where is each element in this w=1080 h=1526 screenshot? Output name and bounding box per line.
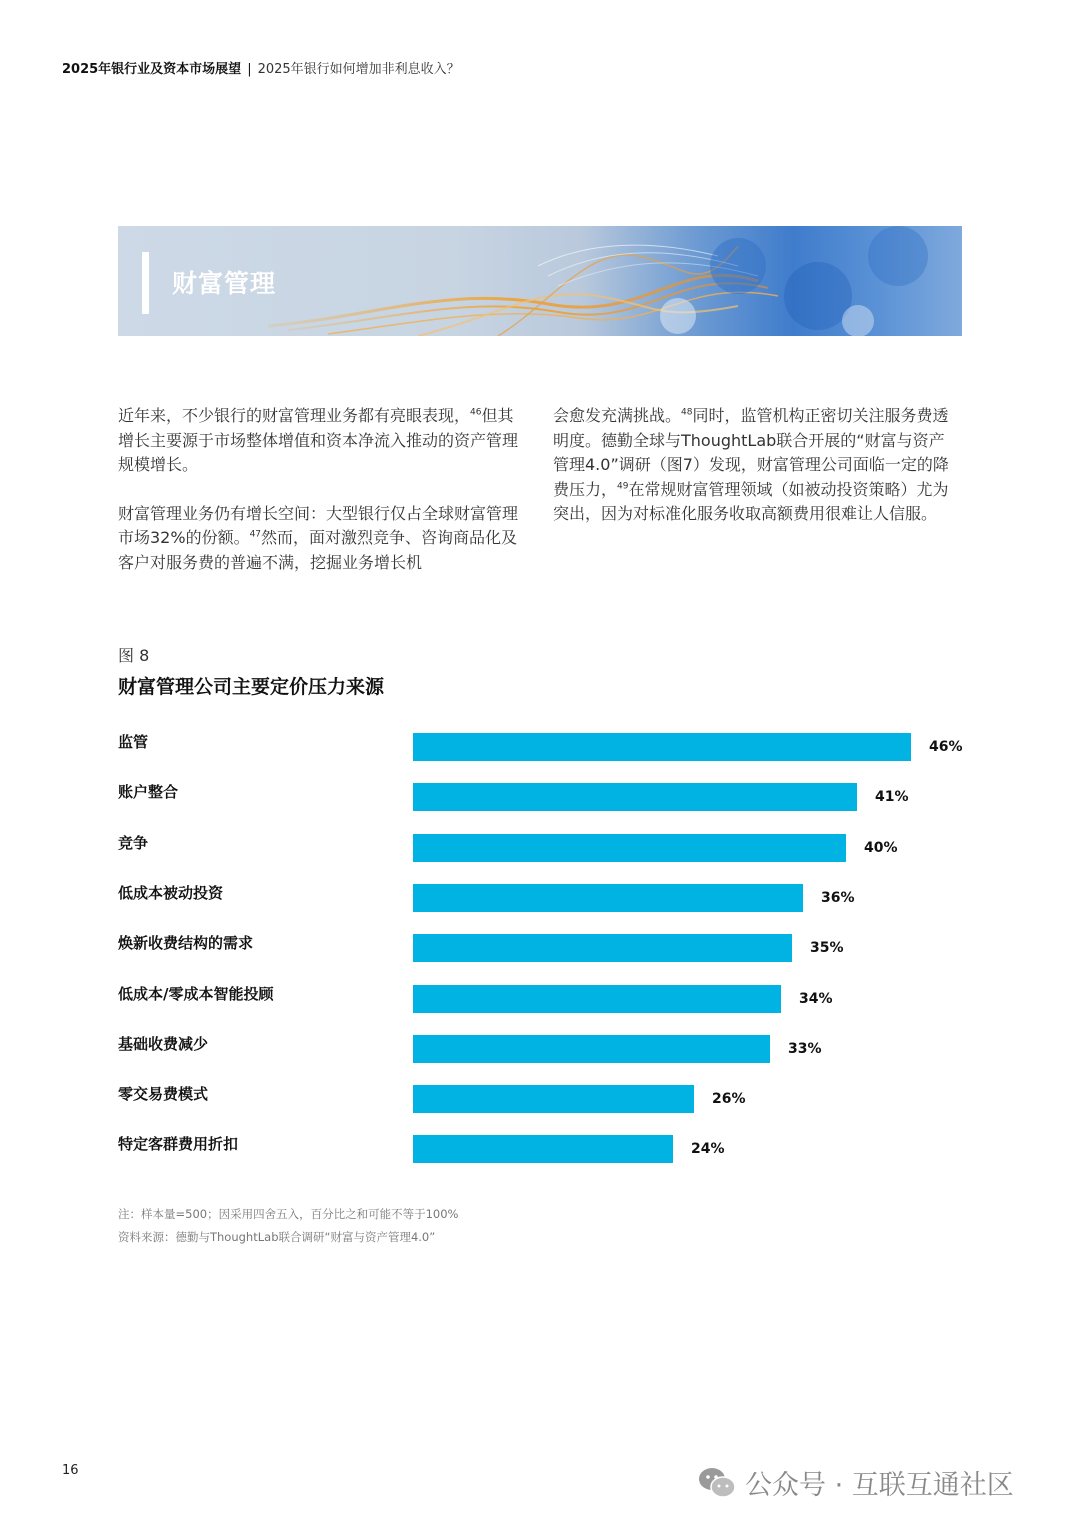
bar — [413, 1085, 694, 1113]
watermark-text: 公众号 · 互联互通社区 — [745, 1470, 1014, 1501]
bar-category-label: 零交易费模式 — [118, 1085, 209, 1103]
paragraph — [553, 404, 953, 527]
bar — [413, 834, 846, 862]
figure-notes — [118, 1203, 458, 1249]
bar — [413, 1035, 770, 1063]
paragraph-text: 会愈发充满挑战。 — [553, 406, 682, 425]
figure-title: 财富管理公司主要定价压力来源 — [118, 676, 385, 698]
bar-row — [0, 1085, 1080, 1115]
bar-category-label: 监管 — [118, 733, 149, 751]
bar-value-label: 26% — [712, 1091, 746, 1107]
bar-row — [0, 985, 1080, 1015]
bar-row — [0, 733, 1080, 763]
bar — [413, 985, 781, 1013]
footnote-ref: 46 — [470, 407, 482, 418]
bar — [413, 934, 792, 962]
bar-category-label: 竞争 — [118, 834, 149, 852]
bar-category-label: 低成本被动投资 — [118, 884, 224, 902]
paragraph — [118, 404, 518, 478]
bar-value-label: 35% — [810, 940, 844, 956]
bar-value-label: 24% — [691, 1141, 725, 1157]
paragraph — [118, 502, 518, 576]
bar-category-label: 账户整合 — [118, 783, 179, 801]
note-text: 注：样本量=500；因采用四舍五入，百分比之和可能不等于100% — [118, 1207, 459, 1221]
figure-label: 图 8 — [118, 646, 150, 665]
bar-category-label: 低成本/零成本智能投顾 — [118, 985, 274, 1003]
watermark — [697, 1463, 1014, 1502]
paragraph-text: 但其增长主要源于市场整体增值和资本净流入推动的资产管理规模增长。 — [118, 406, 519, 474]
bar-row — [0, 884, 1080, 914]
bar-category-label: 焕新收费结构的需求 — [118, 934, 254, 952]
footnote-ref: 47 — [249, 529, 262, 540]
section-title: 2025年银行如何增加非利息收入？ — [257, 62, 460, 77]
paragraph-text: 财富管理业务仍有增长空间：大型银行仅占全球财富管理市场32%的份额。 — [118, 503, 519, 547]
paragraph-text: 近年来，不少银行的财富管理业务都有亮眼表现， — [118, 406, 471, 425]
source-text: 资料来源：德勤与ThoughtLab联合调研“财富与资产管理4.0” — [118, 1230, 436, 1244]
running-header — [62, 58, 460, 77]
report-title: 2025年银行业及资本市场展望 — [62, 62, 242, 77]
footnote-ref: 48 — [681, 407, 693, 418]
footnote-ref: 49 — [617, 481, 629, 492]
bar-category-label: 基础收费减少 — [118, 1035, 209, 1053]
bar — [413, 1135, 673, 1163]
paragraph-text: 在常规财富管理领域（如被动投资策略）尤为突出，因为对标准化服务收取高额费用很难让人信服。 — [553, 479, 949, 523]
body-column-right — [553, 404, 953, 551]
bar-value-label: 40% — [864, 840, 898, 856]
bar-row — [0, 1135, 1080, 1165]
bar — [413, 884, 803, 912]
page-number: 16 — [62, 1463, 79, 1478]
header-separator: | — [247, 62, 252, 77]
bar-row — [0, 834, 1080, 864]
paragraph-text: 同时，监管机构正密切关注服务费透明度。德勤全球与ThoughtLab联合开展的“财富与资产管理4.0”调研（图7）发现，财富管理公司面临一定的降费压力， — [553, 406, 949, 499]
bar — [413, 783, 857, 811]
section-banner — [118, 226, 962, 336]
bar-row — [0, 783, 1080, 813]
bar-value-label: 41% — [875, 789, 909, 805]
body-column-left — [118, 404, 518, 599]
wechat-icon — [697, 1465, 737, 1501]
banner-title: 财富管理 — [172, 269, 277, 298]
bar — [413, 733, 911, 761]
bar-value-label: 33% — [788, 1041, 822, 1057]
bar-value-label: 34% — [799, 991, 833, 1007]
bar-value-label: 36% — [821, 890, 855, 906]
bar-value-label: 46% — [929, 739, 963, 755]
bar-row — [0, 934, 1080, 964]
bar-category-label: 特定客群费用折扣 — [118, 1135, 239, 1153]
paragraph-text: 然而，面对激烈竞争、咨询商品化及客户对服务费的普遍不满，挖掘业务增长机 — [118, 528, 518, 572]
banner-accent-bar — [142, 252, 149, 314]
bar-row — [0, 1035, 1080, 1065]
